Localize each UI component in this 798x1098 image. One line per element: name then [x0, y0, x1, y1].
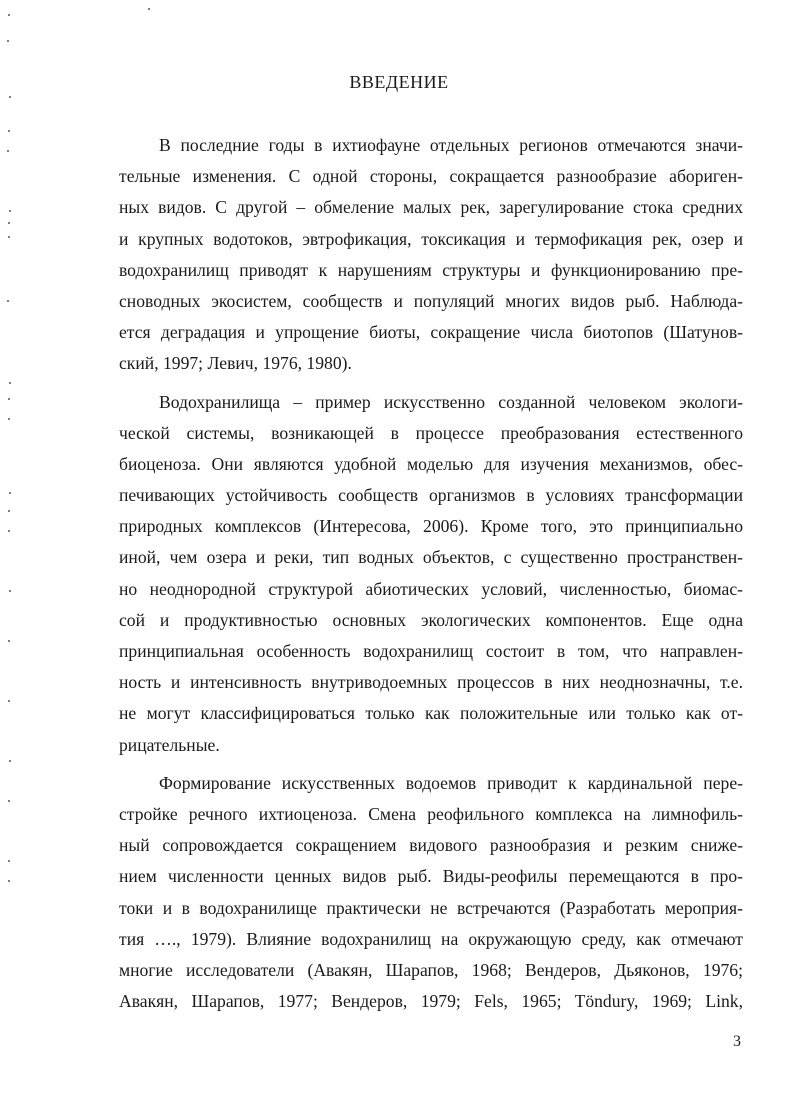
text-line: биоценоза. Они являются удобной моделью для изучения механизмов, обес- — [119, 453, 743, 474]
text-line: сноводных экосистем, сообществ и популяций многих видов рыб. Наблюда- — [119, 290, 743, 311]
text-line: ется деградация и упрощение биоты, сокращение числа биотопов (Шатунов- — [119, 322, 743, 343]
text-line: тия …., 1979). Влияние водохранилищ на окружающую среду, как отмечают — [119, 928, 743, 949]
text-line: нием численности ценных видов рыб. Виды-реофилы перемещаются в про- — [119, 866, 743, 887]
text-line: Формирование искусственных водоемов приводит к кардинальной пере- — [159, 772, 743, 793]
text-line: но неоднородной структурой абиотических условий, численностью, биомас- — [119, 578, 743, 599]
text-line: печивающих устойчивость сообществ организмов в условиях трансформации — [119, 485, 743, 506]
text-line: природных комплексов (Интересова, 2006). Кроме того, это принципиально — [119, 516, 743, 537]
text-line: В последние годы в ихтиофауне отдельных регионов отмечаются значи- — [159, 135, 743, 155]
text-line: стройке речного ихтиоценоза. Смена реофильного комплекса на лимнофиль- — [119, 803, 743, 824]
text-line: ный сопровождается сокращением видового разнообразия и резким сниже- — [119, 835, 743, 856]
text-line: Водохранилища – пример искусственно созданной человеком экологи- — [159, 391, 743, 412]
text-line: Авакян, Шарапов, 1977; Вендеров, 1979; Fels, 1965; Töndury, 1969; Link, — [119, 991, 743, 1012]
text-line: иной, чем озера и реки, тип водных объектов, с существенно пространствен- — [119, 547, 743, 568]
text-line: ных видов. С другой – обмеление малых рек, зарегулирование стока средних — [119, 197, 743, 218]
paragraph — [119, 387, 743, 761]
page-title: ВВЕДЕНИЕ — [349, 72, 449, 92]
paragraph — [119, 768, 743, 1018]
text-line: ческой системы, возникающей в процессе преобразования естественного — [119, 422, 743, 443]
text-line: тельные изменения. С одной стороны, сокращается разнообразие абориген- — [119, 166, 743, 187]
text-line: водохранилищ приводят к нарушениям структуры и функционированию пре- — [119, 259, 743, 280]
text-line: ность и интенсивность внутриводоемных процессов в них неоднозначны, т.е. — [119, 672, 743, 693]
text-line: ский, 1997; Левич, 1976, 1980). — [119, 353, 352, 374]
scan-margin-artifacts — [2, 0, 16, 900]
text-line: многие исследователи (Авакян, Шарапов, 1968; Вендеров, Дьяконов, 1976; — [119, 959, 743, 980]
text-line: рицательные. — [119, 734, 220, 755]
text-line: сой и продуктивностью основных экологических компонентов. Еще одна — [119, 609, 743, 630]
scan-speck — [148, 8, 150, 10]
page-number: 3 — [733, 1033, 741, 1050]
text-line: принципиальная особенность водохранилищ состоит в том, что направлен- — [119, 641, 743, 661]
paragraph — [119, 130, 743, 380]
text-line: не могут классифицироваться только как положительные или только как от- — [119, 703, 743, 724]
text-line: токи и в водохранилище практически не встречаются (Разработать мероприя- — [119, 897, 743, 918]
text-line: и крупных водотоков, эвтрофикация, токсикация и термофикация рек, озер и — [119, 228, 743, 249]
body-text — [119, 130, 743, 1017]
